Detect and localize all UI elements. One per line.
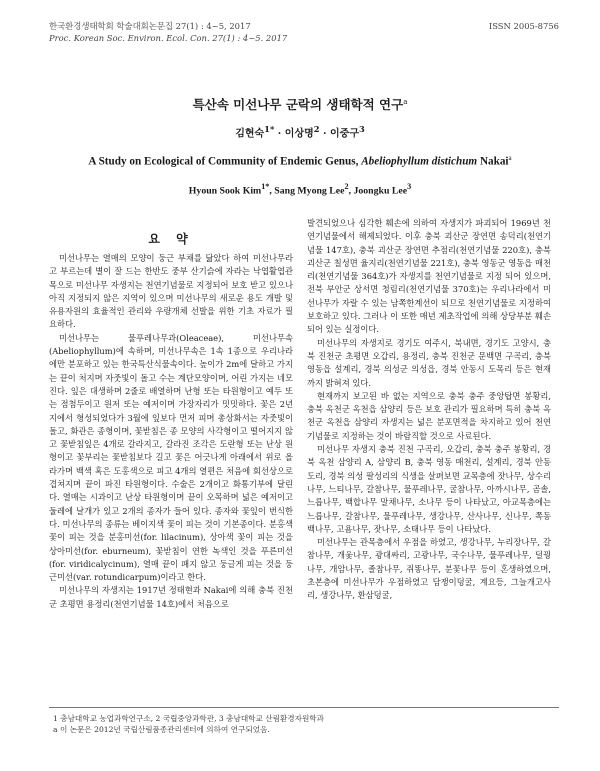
- title-english: A Study on Ecological of Community of Endemic Genus, Abeliophyllum distichum Nakai$^a$: [88, 154, 512, 168]
- abstract-paragraph: 발견되었으나 심각한 훼손에 의하여 자생지가 파괴되어 1969년 천연기념물에서 해제되었다. 이후 충북 괴산군 장연면 송덕리(천연기념물 147호), 충북 괴산군 장연면 추점리(천연기념물 220호), 충북 괴산군 칠성면 율지리(천연기념물 221호), 충북 영동군 영동읍 매천리(천연기념물 364호)가 자생지를 천연기념물로 지정 되어 있으며, 전북 부안군 상서면 청림리(천연기념물 370호)는 우리나라에서 미선나무가 자랄 수 있는 남쪽한계선이 되므로 천연기념물로 지정하여 보호하고 있다. 그러나 이 또한 매년 제초작업에 의해 상당부분 훼손되어 있는 실정이다.: [307, 218, 551, 335]
- abstract-paragraph: 미선나무의 자생지로 경기도 여주시, 북내면, 경기도 고양시, 충북 진천군 초평면 오갑리, 용정리, 충북 진천군 문백면 구곡리, 충북 영동읍 설계리, 경북 의성군 의성읍, 경북 안동시 도목리 등은 현재까지 밝혀져 있다.: [307, 337, 551, 388]
- abstract-left-column: [49, 252, 293, 611]
- footnote-funding: a 이 논문은 2012년 국립산림품종관리센터에 의하여 연구되었음.: [53, 725, 270, 734]
- abstract-paragraph: 미선나무는 열매의 모양이 둥근 부채를 닮았다 하여 미선나무라고 부르는데 별이 잘 드는 한반도 중부 산기슭에 자라는 낙엽활엽관목으로 미선나무 자생지는 천연기념물로 지정되어 보호 받고 있으나 아직 지정되지 않은 지역이 있으며 미선나무의 새로운 용도 개발 및 유용자원의 효율적인 관리와 우량개체 선발을 위한 기초 자료가 필요하다.: [49, 253, 293, 330]
- abstract-paragraph: 미선나무의 자생지는 1917년 정태현과 Nakai에 의해 충북 진천군 초평면 용정리(천연기념물 14호)에서 처음으로: [49, 585, 293, 609]
- issn: ISSN 2005-8756: [488, 21, 559, 31]
- author-2-ko: 이상명: [284, 128, 314, 140]
- species-name: Abeliophyllum distichum: [361, 155, 478, 168]
- journal-header: [49, 20, 559, 44]
- journal-name-english: Proc. Korean Soc. Environ. Ecol. Con. 27(1) : 4~5. 2017: [49, 33, 288, 43]
- journal-name-korean: 한국환경생태학회 학술대회논문집 27(1) : 4~5, 2017: [49, 21, 251, 31]
- abstract-right-column: [307, 217, 551, 603]
- authors-english: Hyoun Sook Kim$^{1*}$, Sang Myong Lee$^2$, Joongku Lee$^3$: [188, 182, 412, 197]
- footnote-affiliations: 1 충남대학교 농업과학연구소, 2 국립중앙과학관, 3 충남대학교 산림환경자원학과: [53, 714, 324, 723]
- author-3-en: Joongku Lee: [353, 185, 408, 197]
- abstract-paragraph: 미선나무 자생지 충북 진천 구곡리, 오갑리, 충북 충주 봉황리, 경북 옥천 삼양리 A, 삼양리 B, 충북 영동 매천리, 설계리, 경북 안동 도리, 경북 의성 팔성리의 식생을 살펴보면 교목층에 잣나무, 상수리나무, 느티나무, 갈참나무, 물푸레나무, 굴참나무, 아까시나무, 곰솔, 느릅나무, 백합나무 말채나무, 소나무 등이 나타났고, 아교목층에는 느릅나무, 갈참나무, 물푸레나무, 생강나무, 산사나무, 신나무, 쪽동백나무, 고욤나무, 잣나무, 소태나무 등이 나타났다.: [307, 444, 551, 534]
- author-1-ko: 김현숙: [235, 128, 265, 140]
- title-korean: 특산속 미선나무 군락의 생태학적 연구$^a$: [192, 97, 408, 112]
- abstract-paragraph: 미선나무는 관목층에서 우점을 하였고, 생강나무, 누리장나무, 갈참나무, 개옻나무, 광대싸리, 고광나무, 국수나무, 물푸레나무, 덜꿩나무, 개암나무, 졸참나무, 쥐똥나무, 분꽃나무 등이 혼생하였으며, 초본층에 미선나무가 우점하였고 담쟁이덩굴, 계요등, 그늘개고사리, 생강나무, 환삼덩굴,: [307, 537, 551, 601]
- abstract-paragraph: 현재까지 보고된 바 없는 지역으로 충북 충주 중앙탑면 봉황리, 충북 옥천군 옥천읍 삼양리 등은 보호 관리가 필요하며 특히 충북 옥천군 옥천읍 삼양리 자생지는 넓은 분포면적을 차지하고 있어 천연기념물로 지정하는 것이 바람직할 것으로 사료된다.: [307, 390, 551, 441]
- author-1-en: Hyoun Sook Kim: [188, 185, 262, 197]
- footnotes: [49, 707, 559, 735]
- abstract-paragraph: 미선나무는 물푸레나무과(Oleaceae), 미선나무속(Abeliophyllum)에 속하며, 미선나무속은 1속 1종으로 우리나라에만 분포하고 있는 한국특산식물속이다. 높이가 2m에 달하고 가지는 끝이 처지며 자줏빛이 돌고 수는 계단모양이며, 어린 가지는 네모진다. 잎은 대생하며 2줄로 배열하며 난형 또는 타원형이고 예두 또는 점첨두이고 원저 또는 예저이며 가장자리가 밋밋하다. 꽃은 2년지에서 형성되었다가 3월에 잎보다 먼저 피며 총상화서는 자줏빛이 돌고, 화관은 종형이며, 꽃받침은 종 모양의 사각형이고 떨어지지 않고 꽃받침잎은 4개로 갈라지고, 갈라진 조각은 도란형 또는 난상 원형이고 꽃부리는 꽃받침보다 길고 꽃은 어긋나게 아래에서 위로 올라가며 백색 혹은 도홍색으로 피고 4개의 열편은 처음에 회선상으로 겹쳐지며 끝이 파진 타원형이다. 수술은 2개이고 화통기부에 달린다. 열매는 시과이고 난상 타원형이며 끝이 오목하며 넓은 예저이고 둘레에 날개가 있고 2개의 종자가 들어 있다. 종자와 꽃잎이 번식한다. 미선나무의 종류는 베이지색 꽃이 피는 것이 기본종이다. 분홍색 꽃이 피는 것을 분홍미선(for. lilacinum), 상아색 꽃이 피는 것을 상아미선(for. eburneum), 꽃받침이 연한 녹색인 것을 푸른미선(for. viridicalycinum), 열매 끝이 패지 않고 둥글게 피는 것을 둥근미선(var. rotundicarpum)이라고 한다.: [49, 332, 293, 583]
- abstract-heading: 요 약: [148, 232, 194, 246]
- author-3-ko: 이중구: [330, 128, 359, 140]
- authors-korean: 김현숙$^{1*}$ · 이상명$^2$ · 이중구$^3$: [235, 124, 365, 140]
- author-2-en: Sang Myong Lee: [274, 185, 345, 197]
